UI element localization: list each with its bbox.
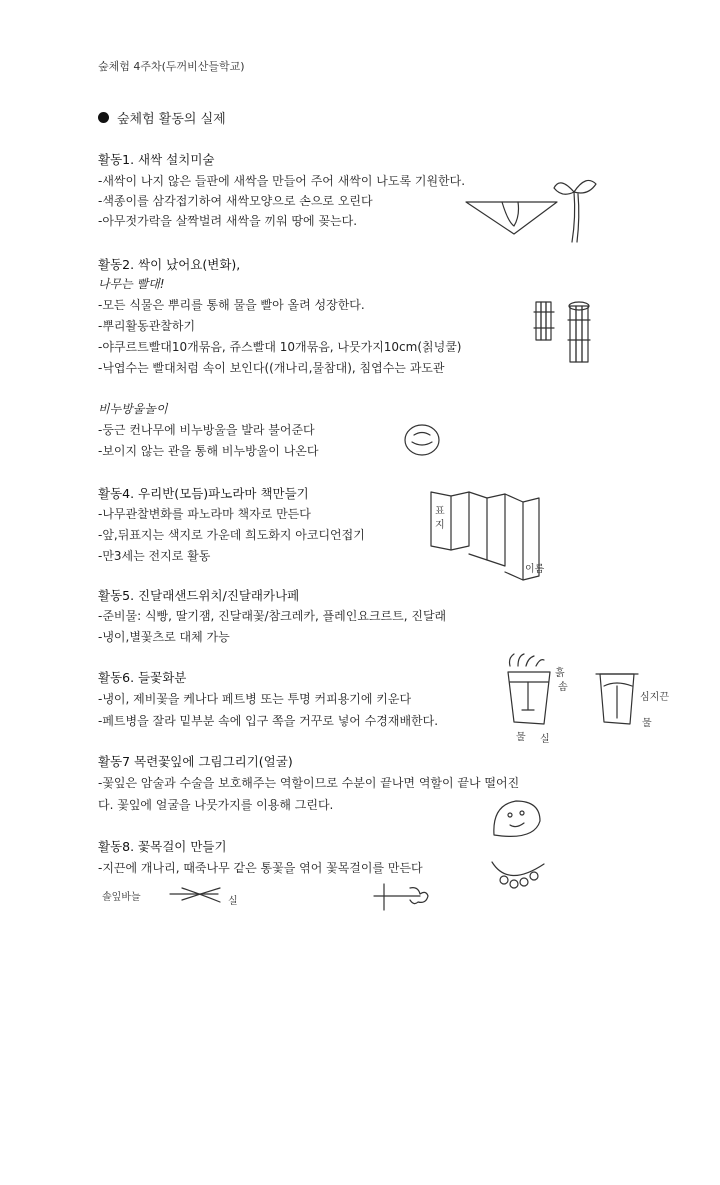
activity-2-line-1: -모든 식물은 뿌리를 통해 물을 빨아 올려 성장한다. xyxy=(98,298,365,312)
activity-1-line-1: -새싹이 나지 않은 들판에 새싹을 만들어 주어 새싹이 나도록 기원한다. xyxy=(98,174,466,188)
activity-2-title: 활동2. 싹이 났어요(변화), xyxy=(98,257,241,272)
activity-5-line-2: -냉이,별꽃츠로 대체 가능 xyxy=(98,630,230,644)
bullet-icon xyxy=(98,112,109,123)
activity-4-line-2: -앞,뒤표지는 색지로 가운데 희도화지 아코디언접기 xyxy=(98,528,365,542)
activity-5-title: 활동5. 진달래샌드위치/진달래카나페 xyxy=(98,588,300,603)
section-title xyxy=(98,108,226,127)
activity-6-line-1: -냉이, 제비꽃을 케나다 페트병 또는 투명 커피용기에 키운다 xyxy=(98,692,412,706)
pot-soil-label: 흙 xyxy=(555,668,565,679)
activity-8-title: 활동8. 꽃목걸이 만들기 xyxy=(98,839,227,854)
book-cover-char-1: 표 xyxy=(435,506,445,517)
book-name-label: 이름 xyxy=(525,564,545,575)
book-cover-label xyxy=(435,505,448,531)
bottle-wick-label: 심지끈 xyxy=(640,692,669,703)
needle-thread-label: 실 xyxy=(228,896,238,907)
pot-thread-label: 실 xyxy=(540,734,550,745)
activity-1-line-3: -아무젓가락을 살짝벌려 새싹을 끼워 땅에 꽂는다. xyxy=(98,214,358,228)
activity-2-line-3: -야쿠르트빨대10개묶음, 쥬스빨대 10개묶음, 나뭇가지10cm(칡넝쿨) xyxy=(98,340,462,354)
threaded-flowers-sketch xyxy=(370,880,440,914)
activity-4-title: 활동4. 우리반(모듬)파노라마 책만들기 xyxy=(98,486,309,501)
petal-face-sketch xyxy=(488,795,548,845)
activity-7-line-1: -꽃잎은 암술과 수술을 보호해주는 역할이므로 수분이 끝나면 역할이 끝나 떨어진 xyxy=(98,776,520,790)
activity-1-title: 활동1. 새싹 설치미술 xyxy=(98,152,215,167)
activity-7-line-2: 다. 꽃잎에 얼굴을 나뭇가지를 이용해 그린다. xyxy=(98,798,334,812)
activity-6-title: 활동6. 들꽃화분 xyxy=(98,670,187,685)
activity-2-line-4: -낙엽수는 빨대처럼 속이 보인다((개나리,물참대), 침엽수는 과도관 xyxy=(98,361,445,375)
bubble-line-2: -보이지 않는 관을 통해 비누방울이 나온다 xyxy=(98,444,319,458)
bubble-subtitle: 비누방울놀이 xyxy=(98,402,168,416)
flower-necklace-sketch xyxy=(488,858,548,898)
bubble-line-1: -둥근 컨나무에 비누방울을 발라 불어준다 xyxy=(98,423,315,437)
pot-cotton-label: 솜 xyxy=(558,682,568,693)
activity-4-line-3: -만3세는 전지로 활동 xyxy=(98,549,211,563)
activity-2-subtitle: 나무는 빨대! xyxy=(98,277,165,291)
straw-bundle-sketch xyxy=(528,296,608,366)
page-header: 숲체험 4주차(두꺼비산들학교) xyxy=(98,60,245,73)
needle-label: 솔잎바늘 xyxy=(102,892,141,903)
activity-4-line-1: -나무관찰변화를 파노라마 책자로 만든다 xyxy=(98,507,311,521)
activity-1-line-2: -색종이를 삼각접기하여 새싹모양으로 손으로 오린다 xyxy=(98,194,373,208)
activity-7-title: 활동7 목련꽃잎에 그림그리기(얼굴) xyxy=(98,754,293,769)
bottle-water-label: 물 xyxy=(642,718,652,729)
activity-6-line-2: -페트병을 잘라 밑부분 속에 입구 쪽을 거꾸로 넣어 수경재배한다. xyxy=(98,714,439,728)
flower-pot-sketch xyxy=(500,652,710,752)
activity-8-line-1: -지끈에 개나리, 때죽나무 같은 통꽃을 엮어 꽃목걸이를 만든다 xyxy=(98,861,423,875)
book-cover-char-2: 지 xyxy=(435,520,445,531)
pot-water-label: 물 xyxy=(516,732,526,743)
sprout-sketch xyxy=(550,172,600,247)
bubble-wand-sketch xyxy=(402,420,444,460)
panorama-book-sketch xyxy=(425,488,545,588)
triangle-sprout-sketch xyxy=(462,186,562,241)
pine-needle-sketch xyxy=(100,880,260,914)
section-title-text: 숲체험 활동의 실제 xyxy=(117,112,226,127)
activity-2-line-2: -뿌리활동관찰하기 xyxy=(98,319,196,333)
activity-5-line-1: -준비물: 식빵, 딸기잼, 진달래꽃/참크레카, 플레인요크르트, 진달래 xyxy=(98,609,447,623)
